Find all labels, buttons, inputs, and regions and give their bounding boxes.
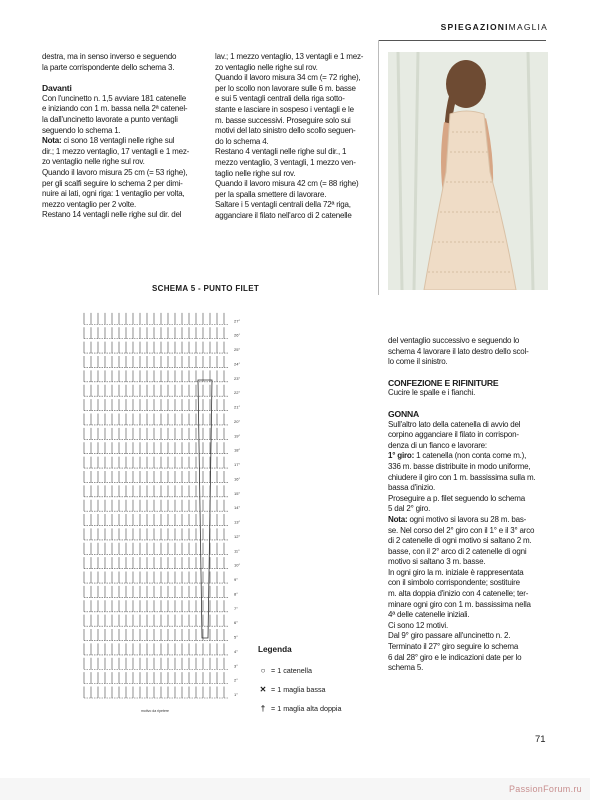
treble-icon: †: [260, 704, 266, 713]
text-line: [42, 115, 210, 126]
row-number: 20°: [234, 418, 241, 424]
line-text: zo ventaglio nelle righe sul rov.: [215, 62, 318, 72]
line-text: Restano 4 ventagli nelle righe sul dir., 1: [215, 147, 347, 157]
text-line: [42, 210, 210, 221]
line-text: del ventaglio successivo e seguendo lo: [388, 336, 520, 345]
line-text: la parte corrispondente dello schema 3.: [42, 62, 175, 72]
line-text: per lo scollo non lavorare sulle 6 m. basse: [215, 83, 356, 93]
row-number: 27°: [234, 318, 241, 324]
text-line: [42, 200, 210, 211]
text-line: [215, 147, 378, 158]
row-number: 21°: [234, 404, 241, 410]
legend-item-single: [258, 680, 342, 699]
spacer: [388, 399, 550, 409]
bold-lead: 1° giro:: [388, 451, 415, 461]
line-text: e sui 5 ventagli centrali della riga sotto-: [215, 94, 345, 104]
text-line: [388, 357, 550, 368]
text-line: [215, 158, 378, 169]
line-text: e iniziando con 1 m. bassa nella 2ª catenel-: [42, 104, 188, 114]
text-line: [215, 52, 378, 63]
line-text: nuire ai lati, ogni riga: 1 ventaglio per volta,: [42, 189, 185, 199]
text-line: [42, 52, 210, 63]
text-line: [388, 420, 550, 431]
row-number: 15°: [234, 490, 241, 496]
row-number: 12°: [234, 533, 241, 539]
line-text: Quando il lavoro misura 34 cm (= 72 righe),: [215, 73, 361, 83]
crochet-chart: [80, 300, 250, 716]
line-text: Proseguire a p. filet seguendo lo schema: [388, 493, 525, 503]
text-line: [215, 200, 378, 211]
spacer: [42, 73, 210, 83]
row-number: 14°: [234, 505, 241, 511]
line-text: chiudere il giro con 1 m. bassissima sulla m.: [388, 472, 536, 482]
line-text: motivi del lato sinistro dello scollo seguen-: [215, 126, 356, 136]
text-line: [215, 211, 378, 222]
text-line: [42, 126, 210, 137]
text-line: [388, 441, 550, 452]
legend-title: Legenda: [258, 645, 292, 654]
line-text: m. alta doppia d'inizio con 4 catenelle; ter-: [388, 589, 529, 599]
text-line: [388, 347, 550, 358]
row-number: 16°: [234, 476, 241, 482]
line-text: In ogni giro la m. iniziale è rappresentata: [388, 567, 524, 577]
line-text: per la spalla smettere di lavorare.: [215, 189, 327, 199]
line-text: schema 4 lavorare il lato destro dello scol-: [388, 346, 529, 356]
section-subtitle: MAGLIA: [508, 22, 548, 32]
text-line: [388, 388, 550, 399]
line-text: agganciare il filato nell'arco di 2 catenelle: [215, 210, 352, 220]
cross-icon: ✕: [259, 685, 267, 694]
row-number: 1°: [234, 692, 238, 697]
row-number: 19°: [234, 433, 241, 439]
text-line: [388, 526, 550, 537]
text-line: [388, 600, 550, 611]
row-number: 11°: [234, 548, 240, 554]
page-number: 71: [535, 734, 546, 745]
text-line: [42, 157, 210, 168]
legend-item-chain: [258, 661, 342, 680]
text-line: [388, 663, 550, 674]
text-line: [42, 147, 210, 158]
text-line: [388, 547, 550, 558]
text-line: [42, 63, 210, 74]
text-line: [42, 189, 210, 200]
text-line: [215, 63, 378, 74]
text-line: [388, 568, 550, 579]
line-text: m. basse successivi. Proseguire solo sui: [215, 115, 351, 125]
text-line: [42, 104, 210, 115]
row-number: 25°: [234, 347, 241, 353]
schema-title: SCHEMA 5 - PUNTO FILET: [152, 284, 260, 293]
row-number: 24°: [234, 361, 241, 367]
line-text: denza di un fianco e lavorare:: [388, 440, 487, 450]
subheading: CONFEZIONE E RIFINITURE: [388, 377, 499, 388]
line-text: 1 catenella (non conta come m.),: [414, 451, 527, 461]
line-text: se. Nel corso del 2° giro con il 1° e il 3° arco: [388, 525, 535, 535]
line-text: per gli scalfi seguire lo schema 2 per dimi-: [42, 178, 183, 188]
text-line: [215, 94, 378, 105]
text-column-3: [388, 336, 550, 674]
text-line: [388, 653, 550, 664]
line-text: seguendo lo schema 1.: [42, 125, 121, 135]
column-divider: [378, 40, 379, 295]
chain-icon: ○: [260, 666, 266, 675]
section-title: SPIEGAZIONI: [440, 22, 509, 32]
text-line: [388, 536, 550, 547]
text-line: [388, 642, 550, 653]
line-text: Ci sono 12 motivi.: [388, 620, 448, 630]
text-line: [215, 73, 378, 84]
spacer: [388, 368, 550, 378]
footer-bar: [0, 778, 590, 800]
text-line: [388, 589, 550, 600]
model-photo: [388, 52, 548, 290]
text-line: [215, 190, 378, 201]
line-text: 5 dal 2° giro.: [388, 504, 431, 514]
text-line: [388, 515, 550, 526]
text-line: [42, 179, 210, 190]
text-line: [215, 105, 378, 116]
line-text: ci sono 18 ventagli nelle righe sul: [61, 136, 175, 146]
text-line: [42, 136, 210, 147]
line-text: Restano 14 ventagli nelle righe sul dir. del: [42, 210, 182, 220]
line-text: zo ventaglio nelle righe sul rov.: [42, 157, 145, 167]
section-header: [441, 22, 548, 32]
text-line: [215, 116, 378, 127]
bold-lead: Nota:: [42, 136, 62, 146]
text-line: [388, 336, 550, 347]
line-text: con il simbolo corrispondente; sostituire: [388, 578, 520, 588]
text-line: [388, 557, 550, 568]
text-column-2: [215, 52, 378, 222]
row-number: 3°: [234, 663, 238, 669]
watermark: PassionForum.ru: [508, 784, 582, 794]
line-text: stante e lasciare in sospeso i ventagli e le: [215, 104, 354, 114]
text-line: [388, 504, 550, 515]
text-line: [388, 621, 550, 632]
line-text: schema 5.: [388, 663, 424, 673]
line-text: motivo si saltano 3 m. basse.: [388, 557, 486, 567]
row-number: 23°: [234, 375, 241, 381]
line-text: Saltare i 5 ventagli centrali della 72ª riga,: [215, 200, 351, 210]
row-number: 7°: [234, 605, 238, 611]
line-text: mezzo ventaglio per 2 volte.: [42, 199, 137, 209]
row-number: 18°: [234, 447, 241, 453]
row-number: 8°: [234, 591, 238, 597]
row-number: 5°: [234, 634, 238, 640]
row-number: 2°: [234, 677, 238, 683]
line-text: dir.; 1 mezzo ventaglio, 17 ventagli e 1 mez-: [42, 146, 190, 156]
chart-label: motivo da ripetere: [140, 709, 170, 713]
row-number: 6°: [234, 620, 238, 626]
line-text: la dall'uncinetto lavorate a punto ventagli: [42, 114, 178, 124]
legend-label: = 1 catenella: [271, 666, 312, 675]
text-line: [215, 179, 378, 190]
line-text: lav.; 1 mezzo ventaglio, 13 ventagli e 1 mez-: [215, 52, 364, 61]
line-text: Terminato il 27° giro seguire lo schema: [388, 642, 519, 652]
text-line: [42, 168, 210, 179]
row-number: 4°: [234, 648, 238, 654]
line-text: lo come il sinistro.: [388, 357, 448, 367]
row-number: 22°: [234, 390, 241, 396]
line-text: 336 m. basse distribuite in modo uniforme,: [388, 461, 531, 471]
legend-item-treble: [258, 699, 342, 718]
line-text: Cucire le spalle e i fianchi.: [388, 388, 476, 398]
line-text: destra, ma in senso inverso e seguendo: [42, 52, 177, 61]
text-line: [42, 94, 210, 105]
text-line: [388, 483, 550, 494]
line-text: 4ª delle catenelle iniziali.: [388, 610, 470, 620]
line-text: Sull'altro lato della catenella di avvio del: [388, 419, 521, 429]
row-number: 13°: [234, 519, 241, 525]
line-text: corpino agganciare il filato in corrispon-: [388, 430, 519, 440]
text-line: [388, 462, 550, 473]
line-text: basse, con il 2° arco di 2 catenelle di ogni: [388, 546, 527, 556]
line-text: Con l'uncinetto n. 1,5 avviare 181 catenelle: [42, 93, 186, 103]
text-line: [215, 84, 378, 95]
line-text: Dal 9° giro passare all'uncinetto n. 2.: [388, 631, 511, 641]
line-text: do lo schema 4.: [215, 136, 269, 146]
text-line: [215, 126, 378, 137]
line-text: bassa d'inizio.: [388, 483, 436, 493]
text-line: [388, 451, 550, 462]
row-number: 26°: [234, 332, 241, 338]
legend-label: = 1 maglia alta doppia: [271, 704, 342, 713]
subheading: GONNA: [388, 408, 419, 419]
text-line: [215, 169, 378, 180]
text-column-1: [42, 52, 210, 221]
bold-lead: Nota:: [388, 514, 408, 524]
legend: [258, 640, 342, 718]
line-text: 6 dal 28° giro e le indicazioni date per lo: [388, 652, 522, 662]
text-line: [388, 494, 550, 505]
line-text: ogni motivo si lavora su 28 m. bas-: [407, 514, 527, 524]
line-text: taglio nelle righe sul rov.: [215, 168, 296, 178]
text-line: [388, 631, 550, 642]
text-line: [388, 473, 550, 484]
subheading: Davanti: [42, 83, 72, 94]
text-line: [388, 610, 550, 621]
line-text: minare ogni giro con 1 m. bassissima nella: [388, 599, 531, 609]
line-text: Quando il lavoro misura 42 cm (= 88 righe): [215, 179, 359, 189]
line-text: Quando il lavoro misura 25 cm (= 53 righe),: [42, 167, 188, 177]
row-number: 10°: [234, 562, 241, 568]
row-number: 17°: [234, 462, 241, 468]
text-line: [388, 430, 550, 441]
header-rule: [378, 40, 546, 41]
legend-label: = 1 maglia bassa: [271, 685, 326, 694]
row-number: 9°: [234, 577, 238, 583]
line-text: mezzo ventaglio, 3 ventagli, 1 mezzo ven-: [215, 157, 356, 167]
text-line: [388, 578, 550, 589]
line-text: di 2 catenelle di ogni motivo si saltano 2 m.: [388, 536, 532, 546]
text-line: [215, 137, 378, 148]
